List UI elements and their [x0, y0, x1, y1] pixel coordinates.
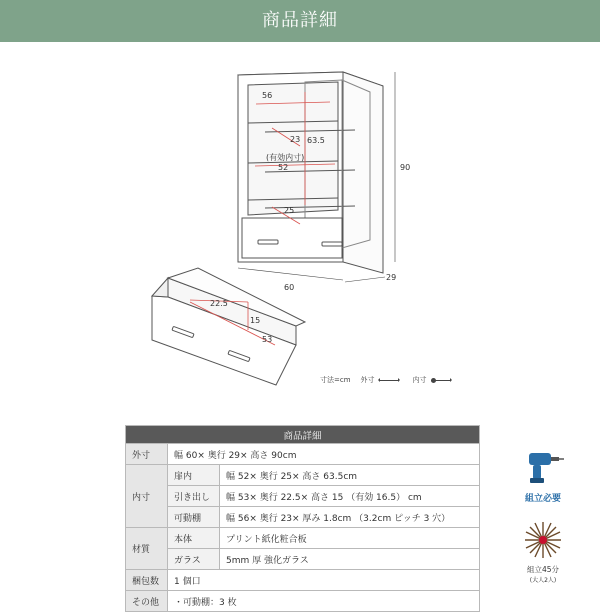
- cat-material: 材質: [126, 528, 168, 570]
- cat-package: 梱包数: [126, 570, 168, 591]
- assembly-label: 組立必要: [524, 494, 561, 504]
- label-drawer-width: 53: [262, 335, 273, 344]
- drill-icon: [521, 445, 565, 485]
- assembly-time-label: 組立45分: [526, 565, 560, 574]
- label-outer-depth: 29: [386, 273, 397, 282]
- assembly-people-label: (大人2人): [529, 577, 557, 584]
- table-row: [126, 465, 480, 486]
- assembly-required-badge: [508, 445, 578, 504]
- table-row: [126, 528, 480, 549]
- cat-outer: 外寸: [126, 444, 168, 465]
- val-drawer: 幅 53× 奥行 22.5× 高さ 15 （有効 16.5） cm: [220, 486, 480, 507]
- label-door-height: 63.5: [307, 136, 325, 145]
- label-inner-width: 56: [262, 91, 273, 100]
- legend-inner-arrow-icon: [431, 380, 451, 381]
- table-row: [126, 507, 480, 528]
- table-row: [126, 570, 480, 591]
- assembly-time-badge: [510, 520, 576, 584]
- table-title: 商品詳細: [126, 426, 480, 444]
- val-outer: 幅 60× 奥行 29× 高さ 90cm: [168, 444, 480, 465]
- cat-other: その他: [126, 591, 168, 612]
- label-outer-width: 60: [284, 283, 295, 292]
- val-door: 幅 52× 奥行 25× 高さ 63.5cm: [220, 465, 480, 486]
- val-other: ・可動棚：3 枚: [168, 591, 480, 612]
- legend-outer: 外寸: [360, 376, 375, 384]
- val-body: プリント紙化粧合板: [220, 528, 480, 549]
- sub-shelf: 可動棚: [168, 507, 220, 528]
- sub-body: 本体: [168, 528, 220, 549]
- label-effective-width: 52: [278, 163, 289, 172]
- label-effective-note: (有効内寸): [266, 153, 305, 162]
- label-outer-height: 90: [400, 163, 411, 172]
- page-title: 商品詳細: [262, 10, 338, 31]
- label-drawer-depth: 22.5: [210, 299, 228, 308]
- sub-door: 扉内: [168, 465, 220, 486]
- furniture-diagram: [0, 42, 600, 392]
- sub-drawer: 引き出し: [168, 486, 220, 507]
- drawer-drawing: [152, 268, 305, 385]
- legend-unit: 寸法=cm: [320, 376, 351, 384]
- label-shelf-depth: 23: [290, 135, 301, 144]
- spec-table: [125, 425, 480, 612]
- table-row: [126, 549, 480, 570]
- legend-inner: 内寸: [412, 376, 427, 384]
- legend-outer-arrow-icon: [379, 380, 399, 381]
- table-row: [126, 486, 480, 507]
- clock-burst-icon: [523, 520, 563, 560]
- label-lower-depth: 25: [284, 206, 295, 215]
- val-glass: 5mm 厚 強化ガラス: [220, 549, 480, 570]
- val-shelf: 幅 56× 奥行 23× 厚み 1.8cm （3.2cm ピッチ 3 穴）: [220, 507, 480, 528]
- dimension-legend: [320, 375, 451, 385]
- table-row: [126, 444, 480, 465]
- cat-inner: 内寸: [126, 465, 168, 528]
- table-row: [126, 591, 480, 612]
- sub-glass: ガラス: [168, 549, 220, 570]
- val-package: 1 個口: [168, 570, 480, 591]
- label-drawer-height: 15: [250, 316, 261, 325]
